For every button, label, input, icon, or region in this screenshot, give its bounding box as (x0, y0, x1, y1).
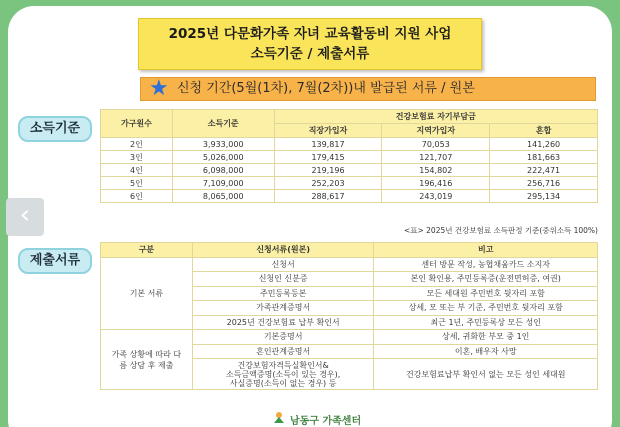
cell-doc (192, 359, 374, 390)
table-row (101, 330, 598, 345)
header-remark: 비고 (374, 243, 598, 258)
table-row (101, 151, 598, 164)
cell-remark: 최근 1년, 주민등록상 모든 성인 (374, 315, 598, 330)
cell-household: 4인 (101, 164, 173, 177)
table-row (101, 164, 598, 177)
documents-table (100, 242, 598, 390)
cell-mixed: 141,260 (490, 138, 598, 151)
center-logo-icon (272, 410, 286, 424)
table-row (101, 177, 598, 190)
title-line1: 2025년 다문화가족 자녀 교육활동비 지원 사업 (168, 26, 452, 42)
cell-remark: 상세, 귀화한 부모 중 1인 (374, 330, 598, 345)
documents-section-label: 제출서류 (18, 248, 92, 274)
cell-mixed: 222,471 (490, 164, 598, 177)
table-header-row (101, 110, 598, 124)
cell-mixed: 295,134 (490, 190, 598, 203)
cell-household: 3인 (101, 151, 173, 164)
cell-workplace: 288,617 (274, 190, 382, 203)
title-line2: 소득기준 / 제출서류 (250, 46, 370, 62)
cell-income: 6,098,000 (172, 164, 274, 177)
cell-income: 5,026,000 (172, 151, 274, 164)
cell-remark: 이혼, 배우자 사망 (374, 344, 598, 359)
income-table-note: <표> 2025년 건강보험료 소득판정 기준(중위소득 100%) (403, 226, 598, 235)
period-text: 신청 기간(5월(1차), 7월(2차))내 발급된 서류 / 원본 (177, 81, 475, 96)
cell-income: 3,933,000 (172, 138, 274, 151)
cell-doc: 혼인관계증명서 (192, 344, 374, 359)
cell-regional: 243,019 (382, 190, 490, 203)
cell-regional: 70,053 (382, 138, 490, 151)
cell-income: 7,109,000 (172, 177, 274, 190)
cell-household: 5인 (101, 177, 173, 190)
application-period-bar (140, 77, 596, 101)
table-row (101, 138, 598, 151)
cell-regional: 196,416 (382, 177, 490, 190)
cell-workplace: 139,817 (274, 138, 382, 151)
cell-doc: 신청서 (192, 257, 374, 272)
table-row (101, 190, 598, 203)
header-workplace: 직장가입자 (274, 124, 382, 138)
chevron-left-icon[interactable]: ‹ (6, 198, 44, 236)
cell-regional: 121,707 (382, 151, 490, 164)
header-regional: 지역가입자 (382, 124, 490, 138)
income-table (100, 109, 598, 203)
cell-mixed: 181,663 (490, 151, 598, 164)
cell-doc-line: 소득금액증명(소득이 있는 경우), (225, 369, 341, 379)
star-icon: ★ (149, 76, 169, 101)
cell-workplace: 179,415 (274, 151, 382, 164)
cell-category: 기본 서류 (101, 257, 193, 330)
footer-logo-text: 남동구 가족센터 (290, 416, 362, 427)
page-title (138, 18, 482, 70)
cell-workplace: 252,203 (274, 177, 382, 190)
header-mixed: 혼합 (490, 124, 598, 138)
header-doc: 신청서류(원본) (192, 243, 374, 258)
cell-remark: 상세, 모 또는 부 기준, 주민번호 뒷자리 포함 (374, 301, 598, 316)
cell-regional: 154,802 (382, 164, 490, 177)
cell-category: 가족 상황에 따라 다름 상담 후 제출 (101, 330, 193, 390)
header-premium: 건강보험료 자기부담금 (274, 110, 597, 124)
cell-doc: 가족관계증명서 (192, 301, 374, 316)
cell-mixed: 256,716 (490, 177, 598, 190)
header-category: 구분 (101, 243, 193, 258)
cell-doc-line: 사실증명(소득이 없는 경우) 등 (229, 378, 337, 388)
cell-doc: 2025년 건강보험료 납부 확인서 (192, 315, 374, 330)
table-row (101, 257, 598, 272)
cell-remark: 건강보험료납부 확인서 없는 모든 성인 세대원 (374, 359, 598, 390)
cell-remark: 본인 확인용, 주민등록증(운전면허증, 여권) (374, 272, 598, 287)
income-section-label: 소득기준 (18, 116, 92, 142)
cell-doc: 기본증명서 (192, 330, 374, 345)
cell-income: 8,065,000 (172, 190, 274, 203)
cell-doc-line: 건강보험자격득실확인서& (237, 360, 329, 370)
cell-doc: 신청인 신분증 (192, 272, 374, 287)
cell-remark: 모든 세대원 주민번호 뒷자리 포함 (374, 286, 598, 301)
cell-remark: 센터 방문 작성, 농협채움카드 소지자 (374, 257, 598, 272)
table-header-row (101, 243, 598, 258)
cell-workplace: 219,196 (274, 164, 382, 177)
cell-household: 2인 (101, 138, 173, 151)
header-income: 소득기준 (172, 110, 274, 138)
cell-doc: 주민등록등본 (192, 286, 374, 301)
header-household: 가구원수 (101, 110, 173, 138)
cell-household: 6인 (101, 190, 173, 203)
